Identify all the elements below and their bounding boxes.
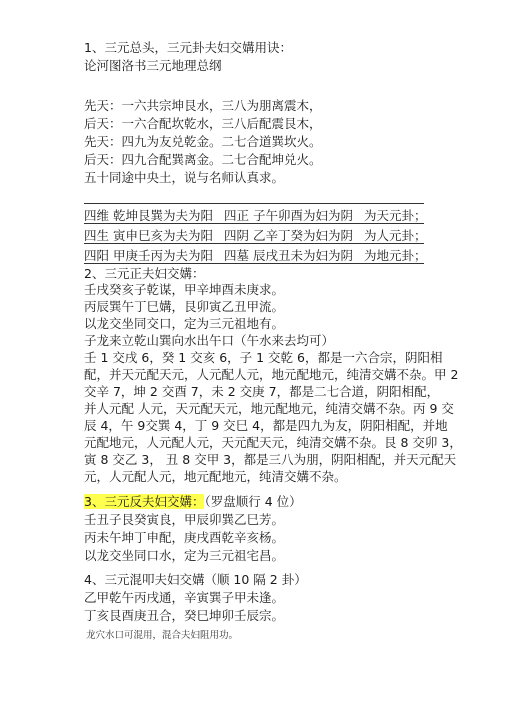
table-row bbox=[84, 243, 427, 264]
table-cell: 四正 子午卯酉为妇为阴 bbox=[224, 208, 353, 223]
section2-line: 丙辰巽午丁巳媾，艮卯寅乙丑甲流。 bbox=[84, 299, 285, 314]
section2-line: 子龙来立乾山巽向水出午口（午水来去均可） bbox=[84, 333, 335, 348]
section4-heading: 4、三元混叩夫妇交媾（顺 10 隔 2 卦） bbox=[84, 572, 307, 587]
trigram-table bbox=[84, 203, 427, 264]
table-cell: 四维 乾坤艮巽为夫为阳 bbox=[84, 208, 213, 223]
table-cell: 为地元卦； bbox=[364, 248, 427, 263]
table-cell: 四生 寅申巳亥为夫为阳 bbox=[84, 228, 213, 243]
table-row bbox=[84, 223, 427, 243]
table-cell: 四阳 甲庚壬丙为夫为阳 bbox=[84, 248, 213, 263]
section2-line: 并人元配 人元，天元配天元，地元配地元，纯清交媾不杂。丙 9 交 bbox=[84, 401, 454, 416]
section3-line: 壬丑子艮癸寅良，甲辰卯巽乙巳芳。 bbox=[84, 512, 285, 527]
section2-line: 交辛 7，坤 2 交酉 7，未 2 交庚 7，都是二七合道，阴阳相配， bbox=[84, 384, 440, 399]
section2-line: 壬戌癸亥子乾谋，甲辛坤酉未庚求。 bbox=[84, 282, 285, 297]
section4-line: 丁亥艮酉庚丑合，癸巳坤卯壬辰宗。 bbox=[84, 608, 285, 623]
table-cell: 为人元卦； bbox=[364, 228, 427, 243]
section2-line: 壬 1 交戌 6，癸 1 交亥 6，子 1 交乾 6，都是一六合宗，阴阳相 bbox=[84, 350, 443, 365]
section2-line: 配，并天元配天元，人元配人元，地元配地元，纯清交媾不杂。甲 2 bbox=[84, 367, 459, 382]
section1-line: 五十同途中央土，说与名师认真求。 bbox=[84, 170, 285, 185]
section2-line: 以龙交坐同交口，定为三元祖地有。 bbox=[84, 316, 285, 331]
table-cell: 四阴 乙辛丁癸为妇为阴 bbox=[224, 228, 353, 243]
section4-line: 乙甲乾午丙戌通，辛寅巽子甲未逢。 bbox=[84, 590, 285, 605]
table-cell: 四墓 辰戌丑未为妇为阴 bbox=[224, 248, 353, 263]
table-row bbox=[84, 203, 427, 223]
section1-heading: 1、三元总头，三元卦夫妇交媾用诀： bbox=[84, 40, 292, 55]
section1-subheading: 论河图洛书三元地理总纲 bbox=[84, 58, 222, 73]
footnote: 龙穴水口可混用，混合夫妇阻用功。 bbox=[86, 630, 239, 641]
section3-line: 丙未午坤丁申配，庚戌酉乾辛亥杨。 bbox=[84, 530, 285, 545]
section1-line: 先天：一六共宗坤艮水，三八为朋离震木， bbox=[84, 98, 322, 113]
section3-heading-note: （罗盘顺行 4 位） bbox=[204, 494, 302, 509]
section2-line: 寅 8 交乙 3， 丑 8 交甲 3，都是三八为朋，阴阳相配，并天元配天 bbox=[84, 452, 457, 467]
section1-line: 后天：一六合配坎乾水，三八后配震艮木， bbox=[84, 116, 322, 131]
section1-line: 先天：四九为友兑乾金。二七合道巽坎火。 bbox=[84, 134, 322, 149]
table-cell: 为天元卦； bbox=[364, 208, 427, 223]
section2-line: 元，人元配人元，地元配地元，纯清交媾不杂。 bbox=[84, 469, 347, 484]
section2-heading: 2、三元正夫妇交媾： bbox=[84, 266, 205, 281]
section3-heading: 3、三元反夫妇交媾： bbox=[84, 494, 205, 509]
section3-line: 以龙交坐同口水，定为三元祖宅昌。 bbox=[84, 548, 285, 563]
section2-line: 元配地元，人元配人元，天元配天元，纯清交媾不杂。艮 8 交卯 3， bbox=[84, 435, 462, 450]
section1-line: 后天：四九合配巽离金。二七合配坤兑火。 bbox=[84, 152, 322, 167]
section2-line: 辰 4，午 9交巽 4，丁 9 交巳 4，都是四九为友，阴阳相配，并地 bbox=[84, 418, 448, 433]
section3-heading-row bbox=[84, 494, 302, 510]
